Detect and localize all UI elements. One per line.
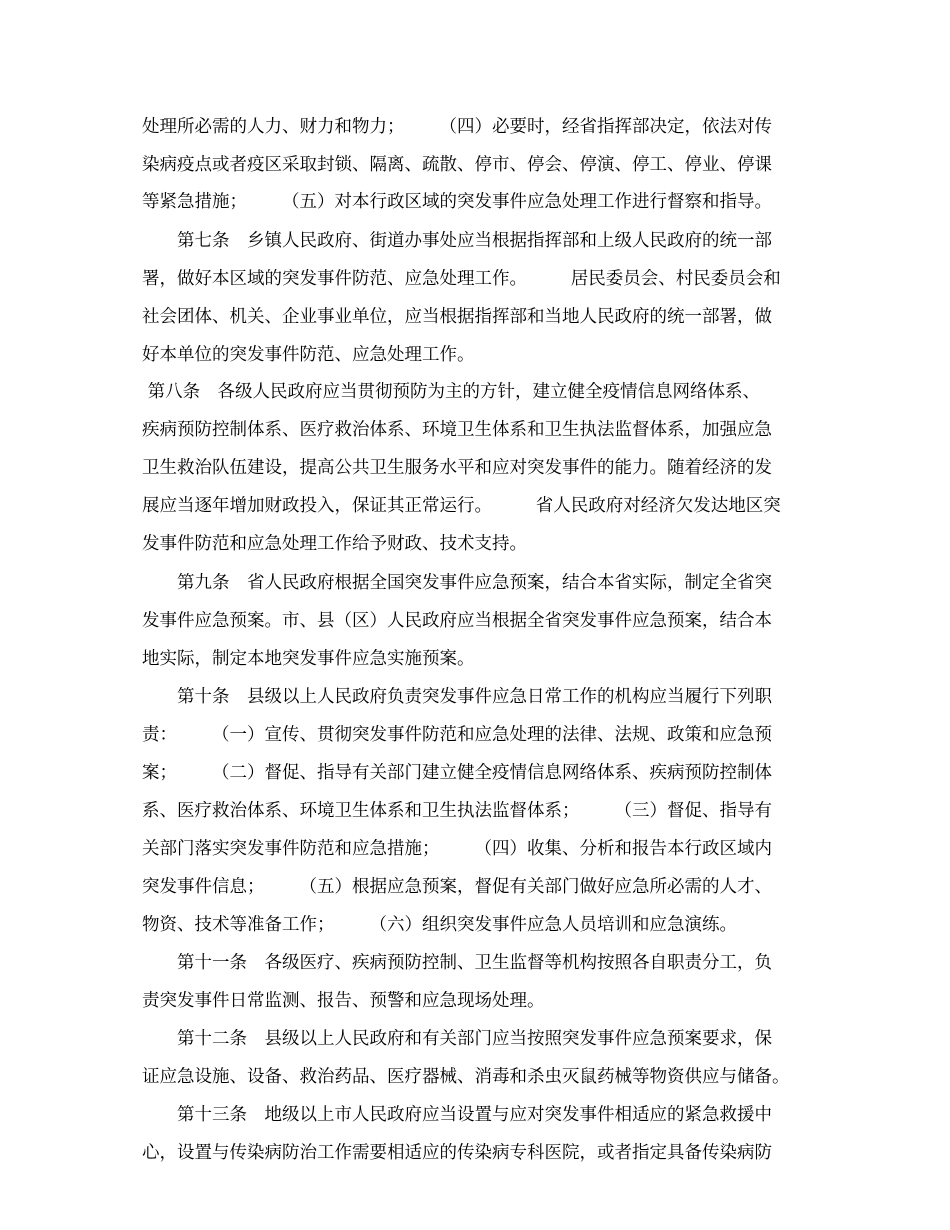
text-line: 卫生救治队伍建设，提高公共卫生服务水平和应对突发事件的能力。随着经济的发: [142, 458, 772, 478]
text-line: 社会团体、机关、企业事业单位，应当根据指挥部和当地人民政府的统一部署，做: [142, 307, 772, 327]
text-line: 证应急设施、设备、救治药品、医疗器械、消毒和杀虫灭鼠药械等物资供应与储备。: [142, 1067, 790, 1087]
text-line: 责： （一）宣传、贯彻突发事件防范和应急处理的法律、法规、政策和应急预: [142, 725, 772, 745]
text-line: 第七条 乡镇人民政府、街道办事处应当根据指挥部和上级人民政府的统一部: [142, 231, 772, 251]
text-line: 处理所必需的人力、财力和物力； （四）必要时，经省指挥部决定，依法对传: [142, 117, 772, 137]
text-line: 署，做好本区域的突发事件防范、应急处理工作。 居民委员会、村民委员会和: [142, 269, 781, 289]
text-line: 心，设置与传染病防治工作需要相适应的传染病专科医院，或者指定具备传染病防: [142, 1143, 772, 1163]
text-line: 地实际，制定本地突发事件应急实施预案。: [142, 649, 475, 669]
text-line: 第八条 各级人民政府应当贯彻预防为主的方针，建立健全疫情信息网络体系、: [142, 382, 761, 402]
text-line: 第九条 省人民政府根据全国突发事件应急预案，结合本省实际，制定全省突: [142, 573, 772, 593]
text-line: 等紧急措施； （五）对本行政区域的突发事件应急处理工作进行督察和指导。: [142, 192, 772, 212]
text-line: 好本单位的突发事件防范、应急处理工作。: [142, 345, 475, 365]
text-line: 第十三条 地级以上市人民政府应当设置与应对突发事件相适应的紧急救援中: [142, 1105, 772, 1125]
text-line: 染病疫点或者疫区采取封锁、隔离、疏散、停市、停会、停演、停工、停业、停课: [142, 155, 772, 175]
text-line: 展应当逐年增加财政投入，保证其正常运行。 省人民政府对经济欠发达地区突: [142, 496, 781, 516]
text-line: 案； （二）督促、指导有关部门建立健全疫情信息网络体系、疾病预防控制体: [142, 763, 772, 783]
text-line: 第十条 县级以上人民政府负责突发事件应急日常工作的机构应当履行下列职: [142, 687, 772, 707]
text-line: 责突发事件日常监测、报告、预警和应急现场处理。: [142, 991, 545, 1011]
text-line: 物资、技术等准备工作； （六）组织突发事件应急人员培训和应急演练。: [142, 915, 737, 935]
text-line: 发事件应急预案。市、县（区）人民政府应当根据全省突发事件应急预案，结合本: [142, 611, 772, 631]
text-line: 第十一条 各级医疗、疾病预防控制、卫生监督等机构按照各自职责分工，负: [142, 953, 772, 973]
text-line: 第十二条 县级以上人民政府和有关部门应当按照突发事件应急预案要求，保: [142, 1029, 772, 1049]
text-line: 发事件防范和应急处理工作给予财政、技术支持。: [142, 534, 527, 554]
text-line: 疾病预防控制体系、医疗救治体系、环境卫生体系和卫生执法监督体系，加强应急: [142, 420, 772, 440]
text-line: 关部门落实突发事件防范和应急措施； （四）收集、分析和报告本行政区域内: [142, 839, 772, 859]
text-line: 突发事件信息； （五）根据应急预案，督促有关部门做好应急所必需的人才、: [142, 877, 772, 897]
text-line: 系、医疗救治体系、环境卫生体系和卫生执法监督体系； （三）督促、指导有: [142, 801, 772, 821]
